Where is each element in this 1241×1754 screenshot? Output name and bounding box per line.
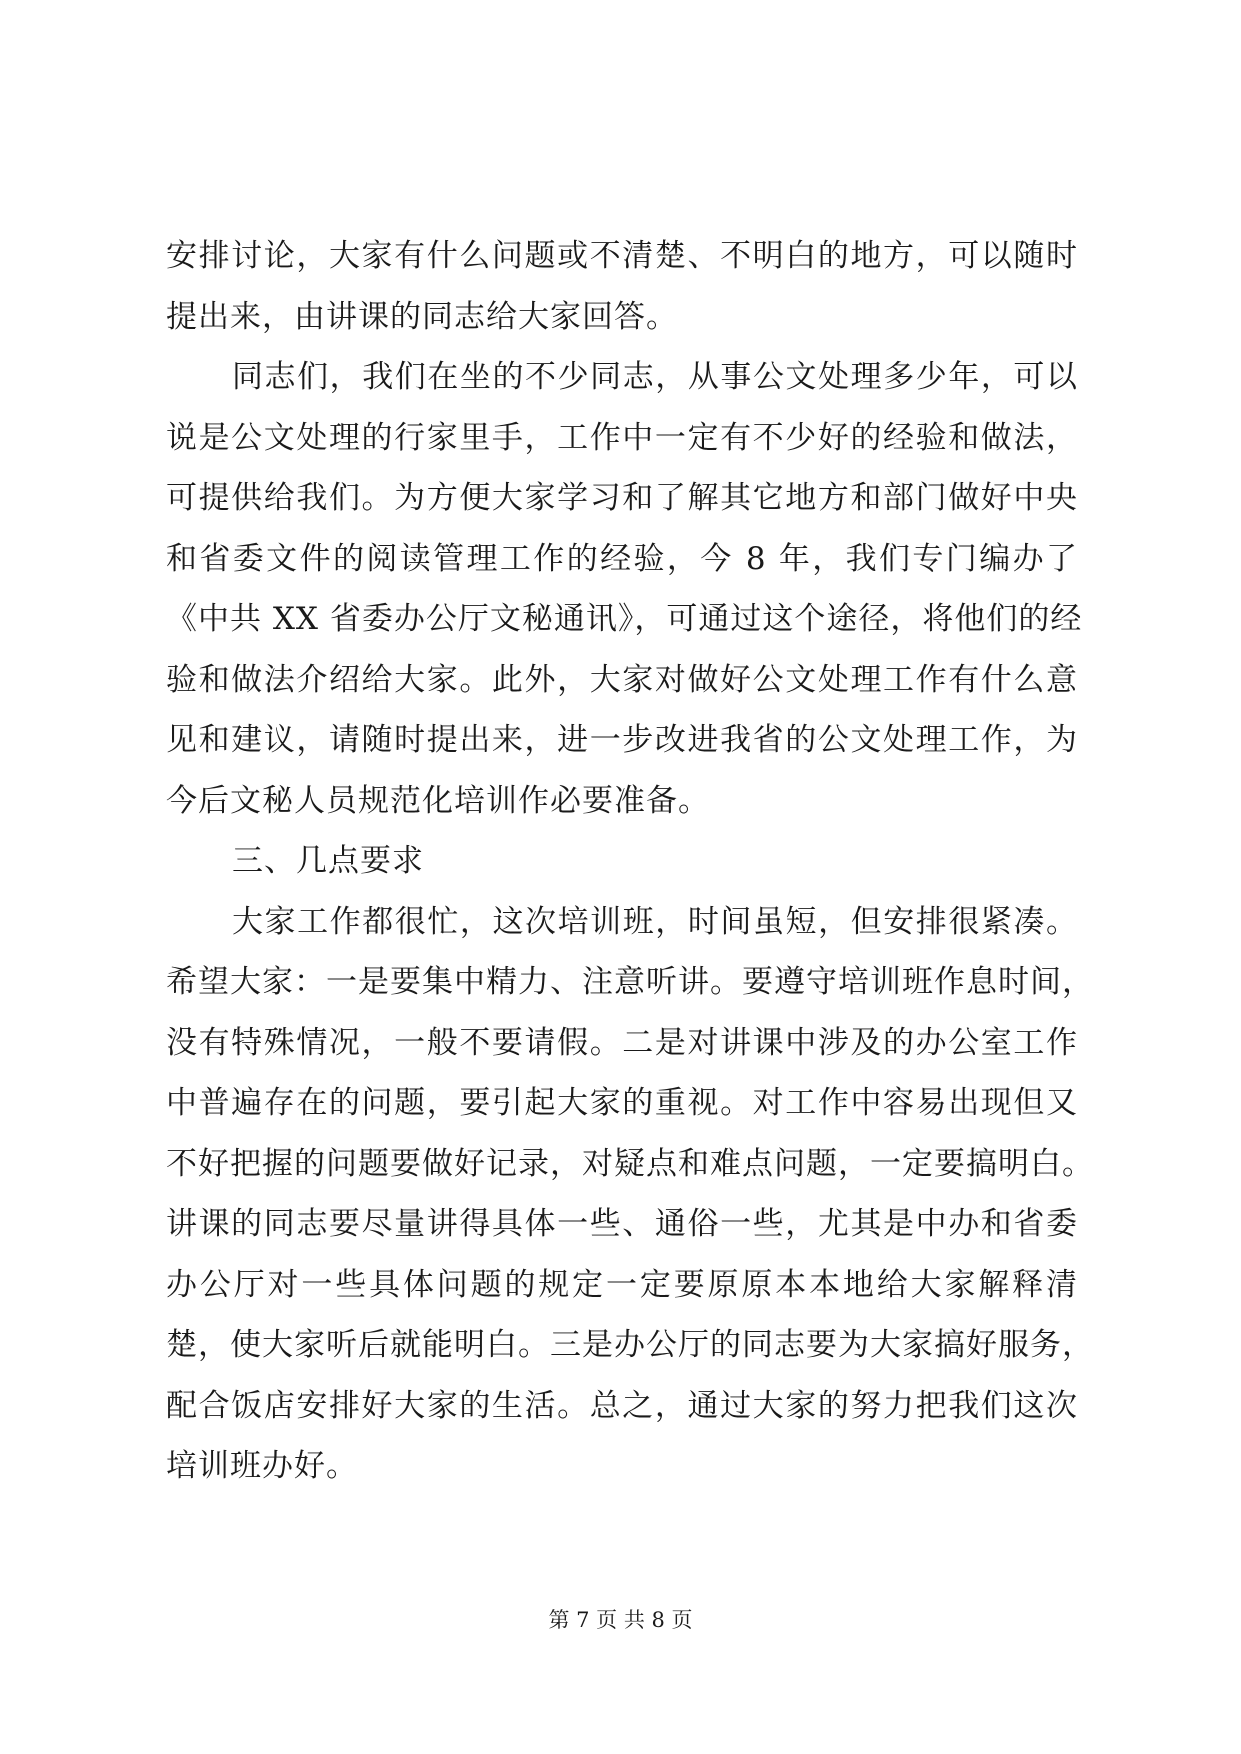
section-heading: 三、几点要求 [232,843,424,879]
text-line: 中普遍存在的问题，要引起大家的重视。对工作中容易出现但又 [166,1085,1078,1121]
page-number-footer: 第 7 页 共 8 页 [548,1608,693,1632]
text-line: 楚，使大家听后就能明白。三是办公厅的同志要为大家搞好服务， [166,1327,1094,1363]
text-line: 今后文秘人员规范化培训作必要准备。 [166,782,710,819]
text-line: 培训班办好。 [166,1448,358,1484]
text-line: 说是公文处理的行家里手，工作中一定有不少好的经验和做法， [166,419,1078,456]
document-body [166,226,1094,1497]
text-line: 没有特殊情况，一般不要请假。二是对讲课中涉及的办公室工作 [166,1024,1078,1061]
text-line: 提出来，由讲课的同志给大家回答。 [166,298,678,335]
text-line: 安排讨论，大家有什么问题或不清楚、不明白的地方，可以随时 [166,238,1078,274]
text-line: 可提供给我们。为方便大家学习和了解其它地方和部门做好中央 [166,480,1078,516]
text-line: 同志们，我们在坐的不少同志，从事公文处理多少年，可以 [232,359,1078,395]
text-line: 验和做法介绍给大家。此外，大家对做好公文处理工作有什么意 [166,661,1078,698]
text-line: 大家工作都很忙，这次培训班，时间虽短，但安排很紧凑。 [232,903,1078,940]
text-line: 配合饭店安排好大家的生活。总之，通过大家的努力把我们这次 [166,1387,1078,1424]
text-line: 见和建议，请随时提出来，进一步改进我省的公文处理工作，为 [166,722,1078,758]
text-line: 《中共 XX 省委办公厅文秘通讯》，可通过这个途径，将他们的经 [166,601,1083,637]
text-line: 希望大家：一是要集中精力、注意听讲。要遵守培训班作息时间， [166,964,1094,1000]
text-line: 办公厅对一些具体问题的规定一定要原原本本地给大家解释清 [166,1266,1078,1303]
text-line: 不好把握的问题要做好记录，对疑点和难点问题，一定要搞明白。 [166,1145,1094,1182]
text-line: 和省委文件的阅读管理工作的经验，今 8 年，我们专门编办了 [166,540,1078,577]
text-line: 讲课的同志要尽量讲得具体一些、通俗一些，尤其是中办和省委 [166,1206,1078,1242]
